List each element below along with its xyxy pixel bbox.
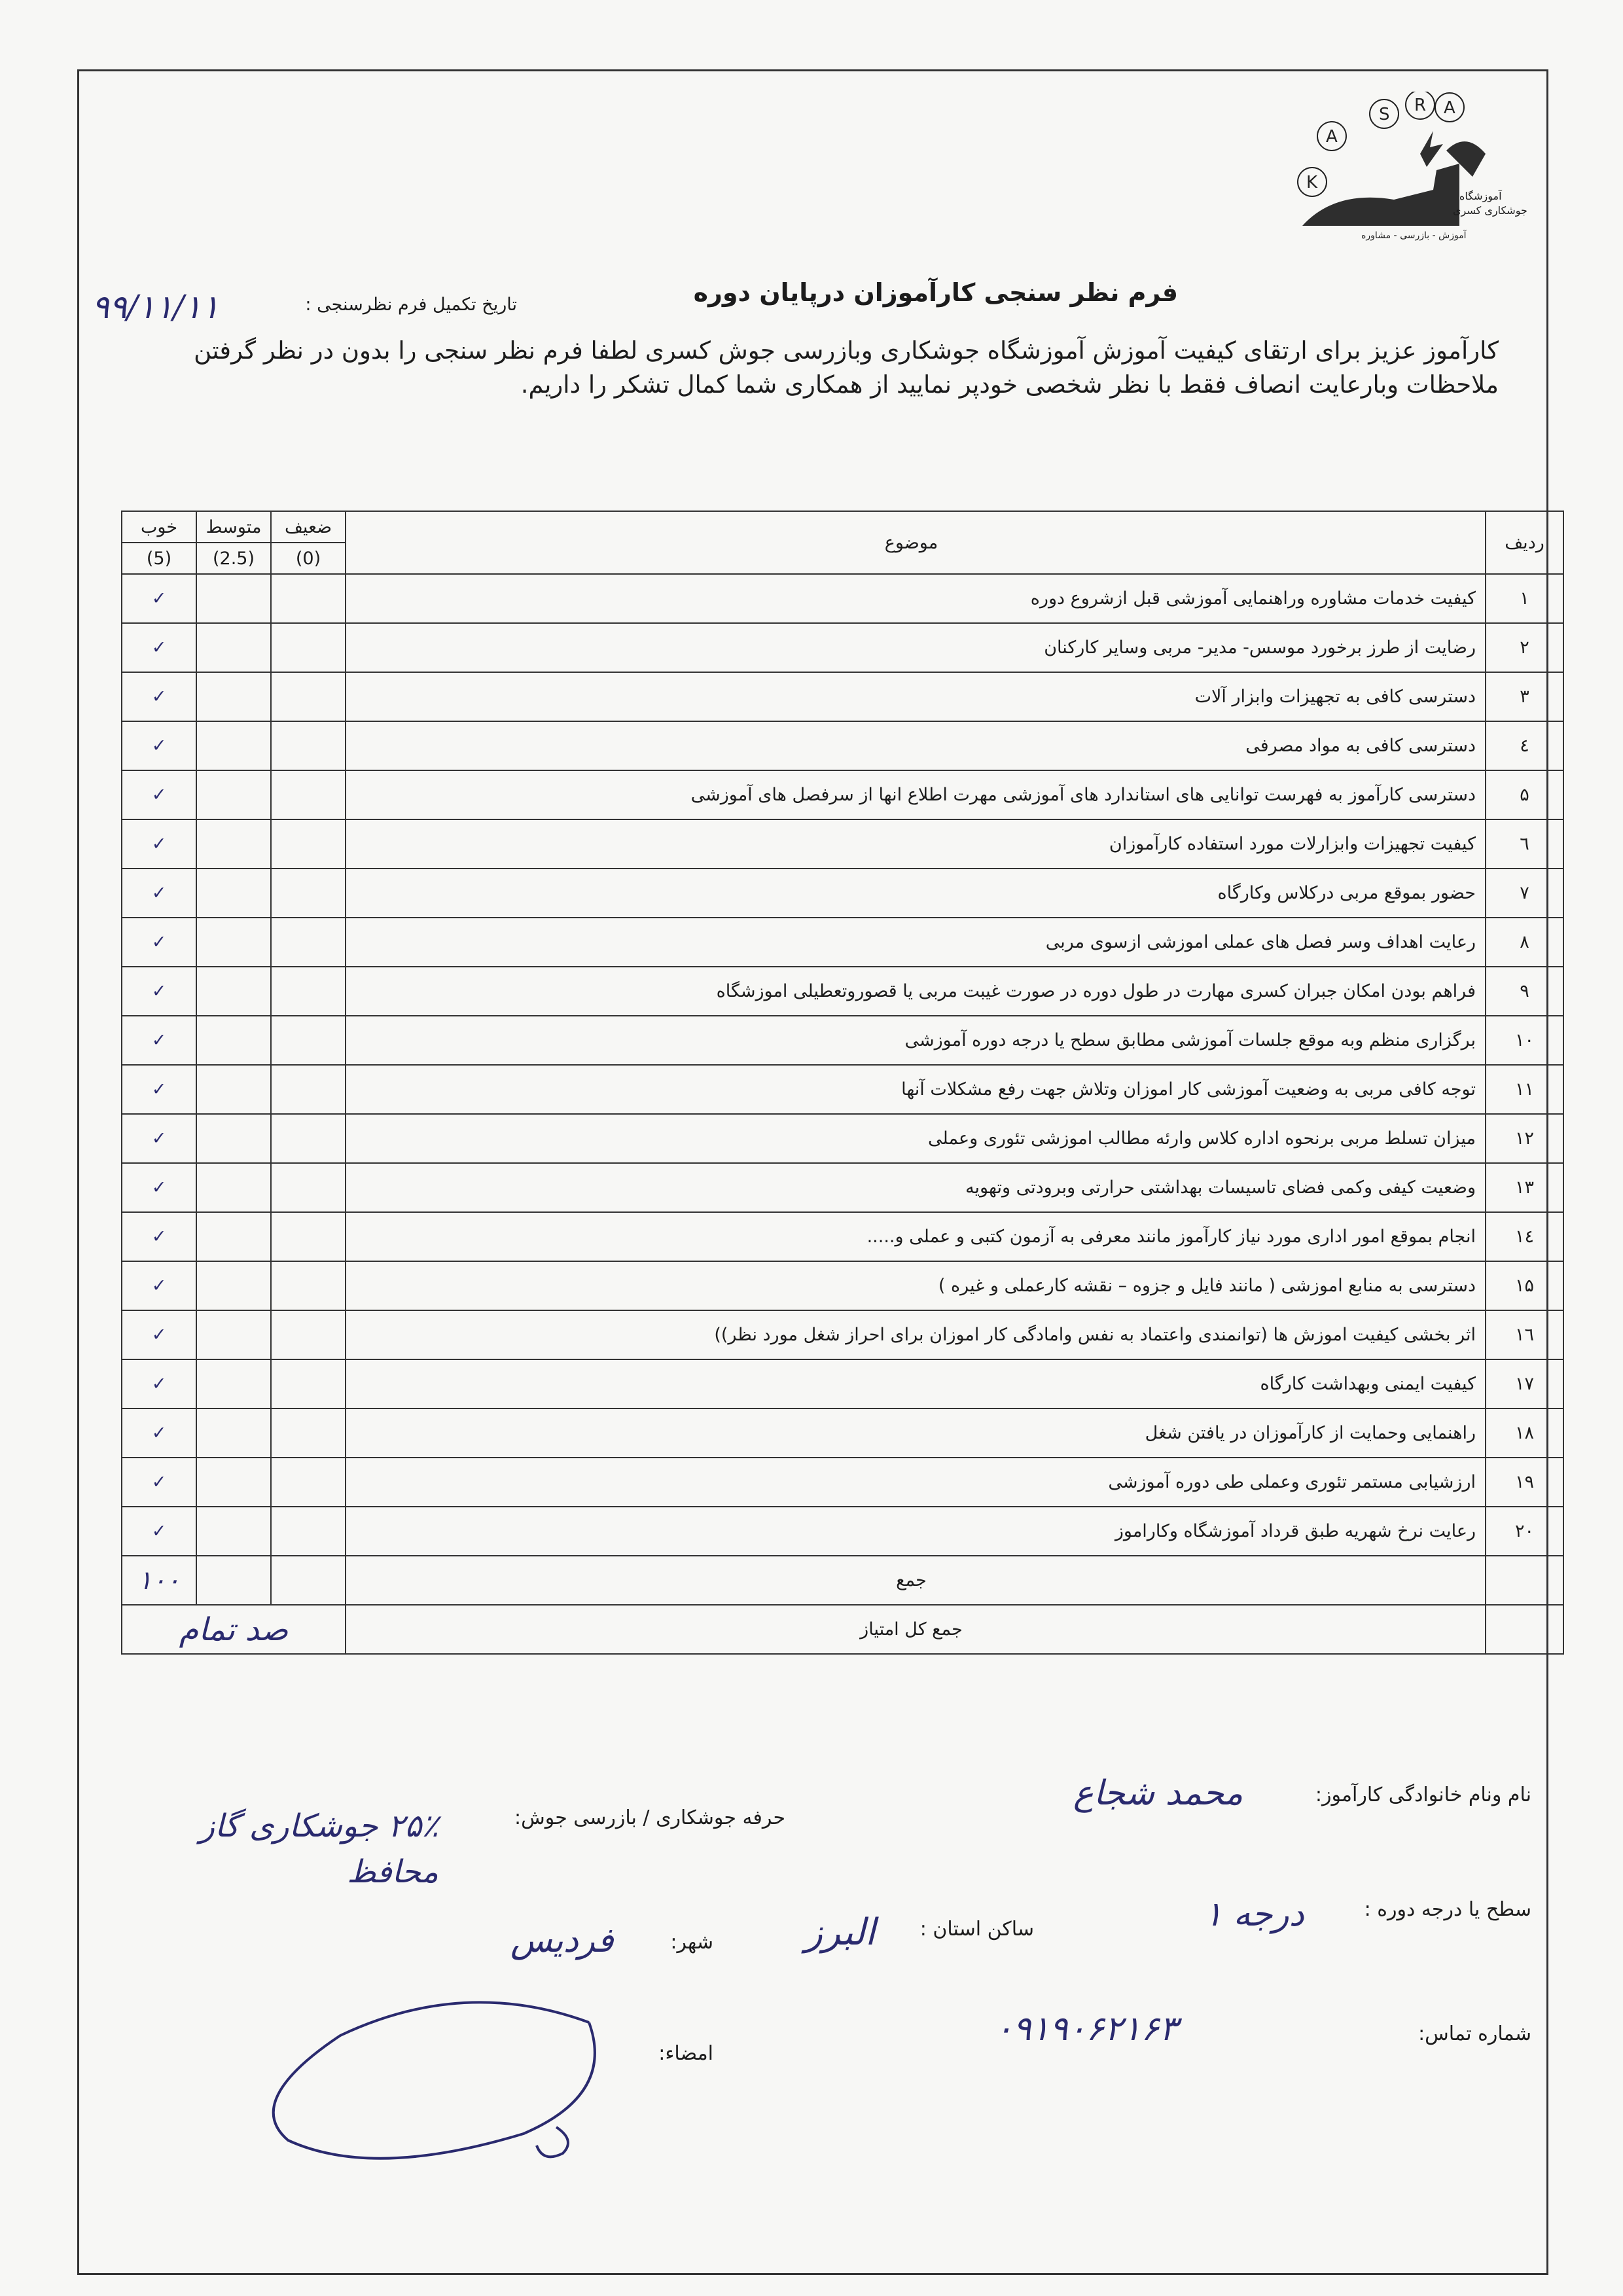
cell-good-checkmark[interactable]: ✓ (122, 1016, 196, 1065)
cell-weak[interactable] (271, 1065, 346, 1114)
date-value[interactable]: ۹۹/۱۱/۱۱ (92, 288, 219, 326)
table-header-row (122, 511, 1563, 543)
total-row (122, 1605, 1563, 1654)
header-weak: ضعیف (271, 511, 346, 543)
row-index: ۸ (1486, 918, 1563, 967)
cell-medium[interactable] (196, 1212, 271, 1261)
table-row (122, 1458, 1563, 1507)
cell-good-checkmark[interactable]: ✓ (122, 1458, 196, 1507)
total-label: جمع کل امتیاز (346, 1605, 1486, 1654)
cell-weak[interactable] (271, 770, 346, 819)
logo-line-3: آموزش - بازرسی - مشاوره (1361, 230, 1467, 241)
cell-medium[interactable] (196, 1458, 271, 1507)
table-row (122, 770, 1563, 819)
table-row (122, 869, 1563, 918)
row-index: ۱۱ (1486, 1065, 1563, 1114)
level-label: سطح یا درجه دوره : (1364, 1898, 1531, 1921)
logo-line-2: جوشکاری کسری (1453, 204, 1527, 217)
row-index: ۲ (1486, 623, 1563, 672)
cell-good-checkmark[interactable]: ✓ (122, 967, 196, 1016)
cell-weak[interactable] (271, 1016, 346, 1065)
header-medium: متوسط (196, 511, 271, 543)
row-index: ۲۰ (1486, 1507, 1563, 1556)
cell-medium[interactable] (196, 1507, 271, 1556)
row-index: ۵ (1486, 770, 1563, 819)
row-subject: برگزاری منظم وبه موقع جلسات آموزشی مطابق سطح یا درجه دوره آموزشی (346, 1016, 1486, 1065)
cell-medium[interactable] (196, 869, 271, 918)
cell-good-checkmark[interactable]: ✓ (122, 1408, 196, 1458)
cell-medium[interactable] (196, 1065, 271, 1114)
row-index: ۱۹ (1486, 1458, 1563, 1507)
table-row (122, 1212, 1563, 1261)
row-index: ٦ (1486, 819, 1563, 869)
trade-label: حرفه جوشکاری / بازرسی جوش: (514, 1806, 785, 1829)
cell-weak[interactable] (271, 1163, 346, 1212)
name-value[interactable]: محمد شجاع (1073, 1774, 1243, 1813)
table-row (122, 1359, 1563, 1408)
cell-medium[interactable] (196, 1163, 271, 1212)
cell-good-checkmark[interactable]: ✓ (122, 819, 196, 869)
cell-medium[interactable] (196, 672, 271, 721)
cell-weak[interactable] (271, 721, 346, 770)
sum-value[interactable]: ۱۰۰ (122, 1556, 196, 1605)
cell-medium[interactable] (196, 623, 271, 672)
row-subject: کیفیت ایمنی وبهداشت کارگاه (346, 1359, 1486, 1408)
row-subject: حضور بموقع مربی درکلاس وکارگاه (346, 869, 1486, 918)
cell-medium[interactable] (196, 721, 271, 770)
cell-medium[interactable] (196, 1114, 271, 1163)
phone-value[interactable]: ۰۹۱۹۰۶۲۱۶۳ (995, 2009, 1178, 2049)
svg-text:S: S (1379, 105, 1390, 124)
row-index: ۷ (1486, 869, 1563, 918)
cell-weak[interactable] (271, 574, 346, 623)
city-value[interactable]: فردیس (510, 1921, 614, 1960)
row-subject: وضعیت کیفی وکمی فضای تاسیسات بهداشتی حرارتی وبرودتی وتهویه (346, 1163, 1486, 1212)
cell-medium[interactable] (196, 1261, 271, 1310)
svg-text:K: K (1306, 173, 1318, 192)
row-subject: رعایت نرخ شهریه طبق قرداد آموزشگاه وکاراموز (346, 1507, 1486, 1556)
form-title: فرم نظر سنجی کارآموزان درپایان دوره (693, 278, 1178, 307)
row-subject: دسترسی کافی به مواد مصرفی (346, 721, 1486, 770)
cell-weak[interactable] (271, 967, 346, 1016)
cell-weak[interactable] (271, 1408, 346, 1458)
cell-weak[interactable] (271, 1261, 346, 1310)
row-index: ٤ (1486, 721, 1563, 770)
row-subject: انجام بموقع امور اداری مورد نیاز کارآموز مانند معرفی به آزمون کتبی و عملی و..... (346, 1212, 1486, 1261)
signature-drawing (249, 1977, 654, 2173)
cell-weak[interactable] (271, 623, 346, 672)
header-subject: موضوع (346, 511, 1486, 574)
row-subject: میزان تسلط مربی برنحوه اداره کلاس وارئه مطالب اموزشی تئوری وعملی (346, 1114, 1486, 1163)
cell-good-checkmark[interactable]: ✓ (122, 770, 196, 819)
sum-label: جمع (346, 1556, 1486, 1605)
level-value[interactable]: درجه ۱ (1204, 1895, 1304, 1934)
sum-weak (271, 1556, 346, 1605)
cell-weak[interactable] (271, 1359, 346, 1408)
signature-label: امضاء: (658, 2042, 713, 2065)
table-row (122, 1408, 1563, 1458)
cell-medium[interactable] (196, 819, 271, 869)
province-value[interactable]: البرز (805, 1911, 876, 1954)
cell-medium[interactable] (196, 1016, 271, 1065)
table-row (122, 623, 1563, 672)
cell-weak[interactable] (271, 1212, 346, 1261)
cell-weak[interactable] (271, 672, 346, 721)
svg-text:A: A (1444, 98, 1455, 118)
table-row (122, 1114, 1563, 1163)
row-index: ۱ (1486, 574, 1563, 623)
row-index: ۱۸ (1486, 1408, 1563, 1458)
cell-weak[interactable] (271, 869, 346, 918)
table-row (122, 1163, 1563, 1212)
cell-medium[interactable] (196, 1408, 271, 1458)
province-label: ساکن استان : (919, 1918, 1034, 1941)
cell-good-checkmark[interactable]: ✓ (122, 1212, 196, 1261)
cell-good-checkmark[interactable]: ✓ (122, 574, 196, 623)
svg-text:R: R (1414, 96, 1427, 115)
cell-weak[interactable] (271, 918, 346, 967)
cell-medium[interactable] (196, 967, 271, 1016)
cell-good-checkmark[interactable]: ✓ (122, 721, 196, 770)
cell-good-checkmark[interactable]: ✓ (122, 918, 196, 967)
row-subject: راهنمایی وحمایت از کارآموزان در یافتن شغل (346, 1408, 1486, 1458)
city-label: شهر: (670, 1931, 713, 1954)
row-subject: فراهم بودن امکان جبران کسری مهارت در طول دوره در صورت غیبت مربی یا قصوروتعطیلی اموزشگاه (346, 967, 1486, 1016)
kasra-logo (1263, 92, 1571, 262)
cell-good-checkmark[interactable]: ✓ (122, 1114, 196, 1163)
cell-weak[interactable] (271, 1458, 346, 1507)
cell-weak[interactable] (271, 819, 346, 869)
table-row (122, 967, 1563, 1016)
table-row (122, 1261, 1563, 1310)
table-row (122, 1310, 1563, 1359)
cell-good-checkmark[interactable]: ✓ (122, 1310, 196, 1359)
row-subject: کیفیت خدمات مشاوره وراهنمایی آموزشی قبل ازشروع دوره (346, 574, 1486, 623)
cell-good-checkmark[interactable]: ✓ (122, 1163, 196, 1212)
row-subject: دسترسی به منابع اموزشی ( مانند فایل و جزوه – نقشه کارعملی و غیره ) (346, 1261, 1486, 1310)
row-subject: رضایت از طرز برخورد موسس- مدیر- مربی وسایر کارکنان (346, 623, 1486, 672)
intro-paragraph: کارآموز عزیز برای ارتقای کیفیت آموزش آموزشگاه جوشکاری وبازرسی جوش کسری لطفا فرم نظر سنجی را بدون در نظر گرفتن ملاحظات وبارعایت انصاف فقط با نظر شخصی خودپر نمایید از همکاری شما کمال تشکر را داریم. (194, 336, 1499, 399)
total-index (1486, 1605, 1563, 1654)
row-subject: دسترسی کارآموز به فهرست توانایی های استاندارد های آموزشی مهرت اطلاع انها از سرفصل های آموزشی (346, 770, 1486, 819)
row-index: ۱٦ (1486, 1310, 1563, 1359)
cell-medium[interactable] (196, 574, 271, 623)
cell-weak[interactable] (271, 1114, 346, 1163)
score-medium: (2.5) (196, 543, 271, 574)
score-weak: (0) (271, 543, 346, 574)
sum-row (122, 1556, 1563, 1605)
cell-good-checkmark[interactable]: ✓ (122, 869, 196, 918)
row-subject: دسترسی کافی به تجهیزات وابزار آلات (346, 672, 1486, 721)
phone-label: شماره تماس: (1418, 2022, 1531, 2045)
table-row (122, 819, 1563, 869)
table-row (122, 574, 1563, 623)
row-index: ۱٤ (1486, 1212, 1563, 1261)
row-index: ۱۷ (1486, 1359, 1563, 1408)
svg-text:A: A (1326, 127, 1338, 147)
cell-weak[interactable] (271, 1310, 346, 1359)
header-index: ردیف (1486, 511, 1563, 574)
name-label: نام ونام خانوادگی کارآموز: (1315, 1784, 1531, 1806)
table-row (122, 918, 1563, 967)
cell-weak[interactable] (271, 1507, 346, 1556)
table-row (122, 672, 1563, 721)
evaluation-table (121, 511, 1564, 1655)
sum-medium (196, 1556, 271, 1605)
cell-good-checkmark[interactable]: ✓ (122, 623, 196, 672)
total-value[interactable]: صد تمام (122, 1605, 346, 1654)
row-index: ۱۵ (1486, 1261, 1563, 1310)
header-good: خوب (122, 511, 196, 543)
logo-line-1: آموزشگاه (1459, 190, 1502, 202)
row-index: ۱۰ (1486, 1016, 1563, 1065)
score-good: (5) (122, 543, 196, 574)
cell-good-checkmark[interactable]: ✓ (122, 1359, 196, 1408)
cell-good-checkmark[interactable]: ✓ (122, 672, 196, 721)
cell-medium[interactable] (196, 770, 271, 819)
sum-index (1486, 1556, 1563, 1605)
row-subject: ارزشیابی مستمر تئوری وعملی طی دوره آموزشی (346, 1458, 1486, 1507)
trade-value[interactable]: ۲۵٪ جوشکاری گاز محافظ (199, 1808, 438, 1890)
table-row (122, 1507, 1563, 1556)
row-subject: رعایت اهداف وسر فصل های عملی اموزشی ازسوی مربی (346, 918, 1486, 967)
cell-medium[interactable] (196, 1359, 271, 1408)
table-row (122, 1016, 1563, 1065)
row-subject: کیفیت تجهیزات وابزارلات مورد استفاده کارآموزان (346, 819, 1486, 869)
cell-good-checkmark[interactable]: ✓ (122, 1261, 196, 1310)
row-subject: توجه کافی مربی به وضعیت آموزشی کار اموزان وتلاش جهت رفع مشکلات آنها (346, 1065, 1486, 1114)
table-row (122, 721, 1563, 770)
cell-good-checkmark[interactable]: ✓ (122, 1507, 196, 1556)
row-index: ۳ (1486, 672, 1563, 721)
table-row (122, 1065, 1563, 1114)
row-index: ۱۳ (1486, 1163, 1563, 1212)
row-index: ۱۲ (1486, 1114, 1563, 1163)
cell-good-checkmark[interactable]: ✓ (122, 1065, 196, 1114)
date-label: تاریخ تکمیل فرم نظرسنجی : (305, 295, 517, 315)
row-index: ۹ (1486, 967, 1563, 1016)
row-subject: اثر بخشی کیفیت اموزش ها (توانمندی واعتماد به نفس وامادگی کار اموزان برای احراز شغل مورد نظر)) (346, 1310, 1486, 1359)
cell-medium[interactable] (196, 1310, 271, 1359)
cell-medium[interactable] (196, 918, 271, 967)
